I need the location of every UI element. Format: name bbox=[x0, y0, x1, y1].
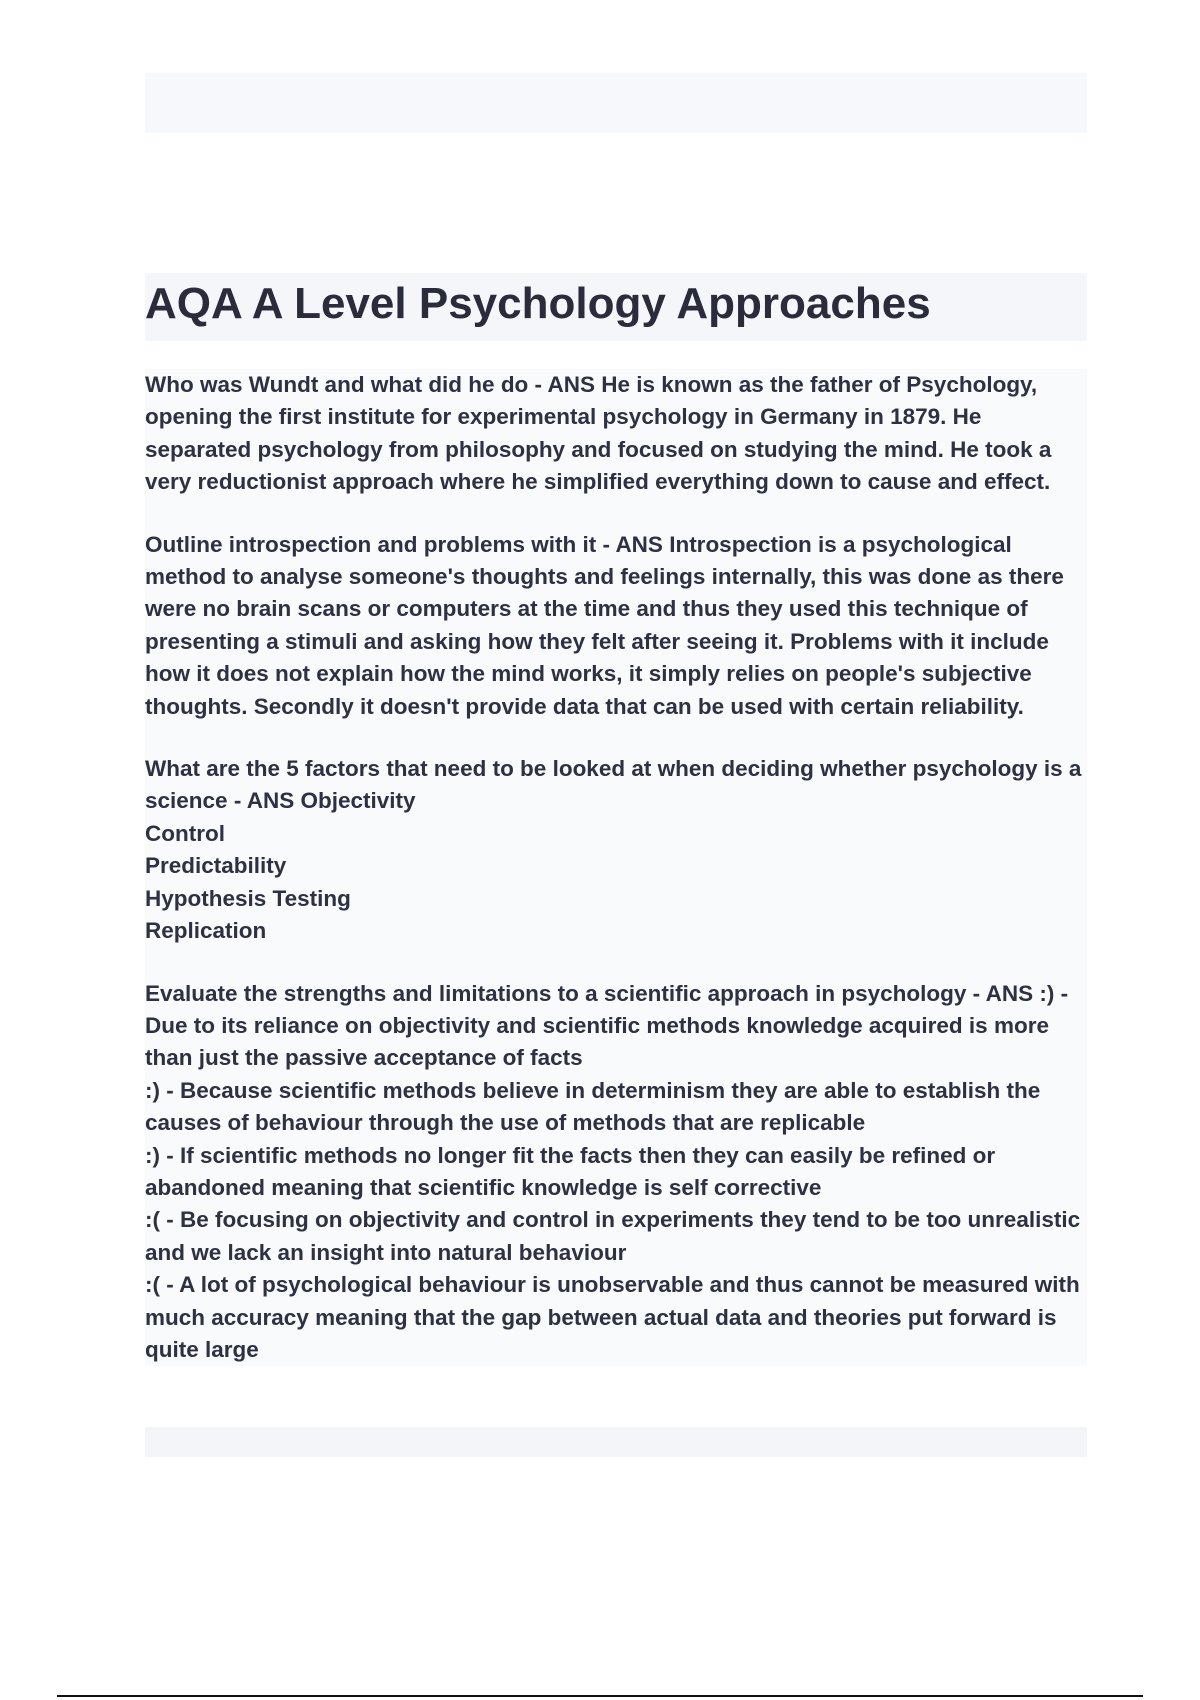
flashcard-entry bbox=[145, 529, 1087, 723]
flashcard-question: What are the 5 factors that need to be looked at when deciding whether psychology is a science - bbox=[145, 756, 1082, 814]
flashcard-question: Who was Wundt and what did he do - bbox=[145, 372, 548, 397]
flashcard-entry bbox=[145, 978, 1087, 1367]
flashcard-list bbox=[145, 369, 1087, 1366]
flashcard-answer: ANS Objectivity Control Predictability Hypothesis Testing Replication bbox=[145, 788, 416, 944]
page-bottom-rule bbox=[57, 1695, 1143, 1697]
flashcard-question: Evaluate the strengths and limitations to a scientific approach in psychology - bbox=[145, 980, 986, 1006]
flashcard-answer: ANS Introspection is a psychological method to analyse someone's thoughts and feelings internally, this was done as there were no brain scans or computers at the time and thus they used this technique of presenting a stimuli and asking how they felt after seeing it. Problems with it include how it does not explain how the mind works, it simply relies on people's subjective thoughts. Secondly it doesn't provide data that can be used with certain reliability. bbox=[145, 531, 1064, 719]
page-title: AQA A Level Psychology Approaches bbox=[145, 279, 931, 328]
flashcard-question: Outline introspection and problems with it - bbox=[145, 531, 616, 557]
header-band bbox=[145, 73, 1087, 133]
flashcard-entry bbox=[145, 753, 1087, 947]
footer-band bbox=[145, 1427, 1087, 1457]
flashcard-entry bbox=[145, 369, 1087, 499]
flashcard-answer: ANS :) - Due to its reliance on objectivity and scientific methods knowledge acquired is more than just the passive acceptance of facts :) - Because scientific methods believe in determinism they are able to establish the causes of behaviour through the use of methods that are replicable :) - If scientific methods no longer fit the facts then they can easily be refined or abandoned meaning that scientific knowledge is self corrective :( - Be focusing on objectivity and control in experiments they tend to be too unrealistic and we lack an insight into natural behaviour :( - A lot of psychological behaviour is unobservable and thus cannot be measured with much accuracy meaning that the gap between actual data and theories put forward is quite large bbox=[145, 980, 1081, 1362]
flashcard-answer: ANS He is known as the father of Psychology, opening the first institute for experimental psychology in Germany in 1879. He separated psychology from philosophy and focused on studying the mind. He took a very reductionist approach where he simplified everything down to cause and effect. bbox=[145, 372, 1052, 495]
title-block bbox=[145, 273, 1087, 341]
